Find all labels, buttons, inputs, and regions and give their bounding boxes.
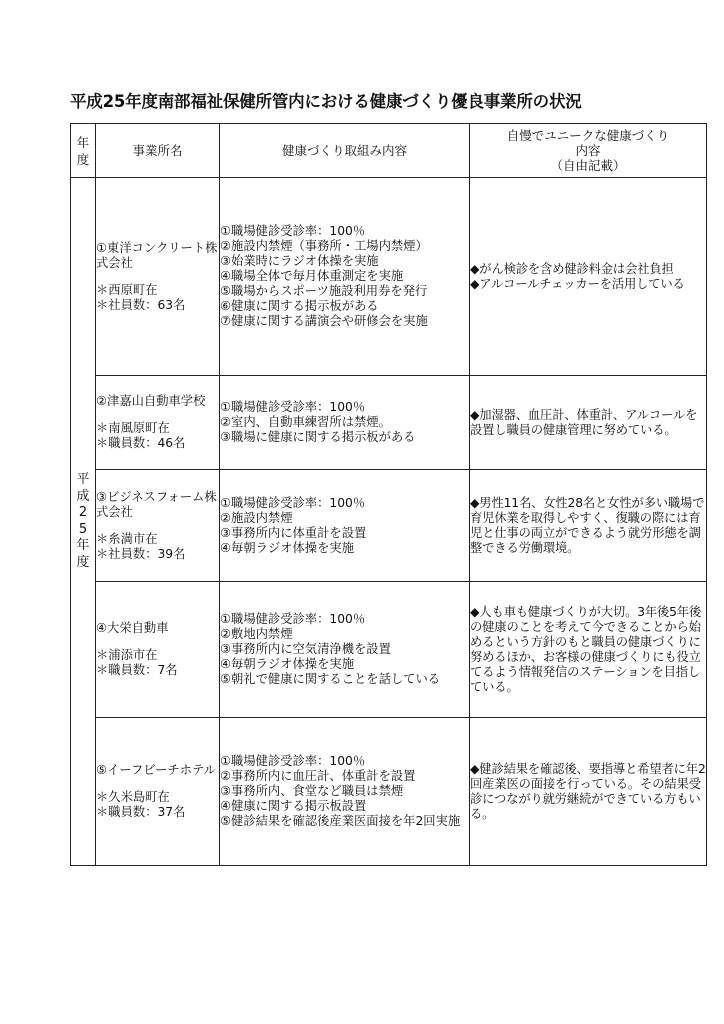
office-name: ④大栄自動車	[96, 621, 169, 635]
measures-cell	[220, 470, 470, 582]
measure-item: ③事務所内に空気清浄機を設置	[220, 642, 391, 656]
table-row	[71, 178, 707, 376]
measures-cell	[220, 376, 470, 470]
measure-item: ⑥健康に関する掲示板がある	[220, 299, 379, 313]
measure-item: ③事務所内に体重計を設置	[220, 525, 367, 540]
office-cell	[96, 718, 220, 866]
office-location: ＊浦添市在	[96, 648, 158, 662]
office-name: 式会社	[96, 504, 133, 519]
header-office: 事業所名	[96, 124, 220, 178]
office-staff: ＊職員数：37名	[96, 805, 186, 819]
pride-cell	[470, 582, 707, 718]
measure-item: ①職場健診受診率：100％	[220, 224, 366, 238]
pride-item: ◆アルコールチェッカーを活用している	[470, 276, 685, 291]
pride-item: ◆がん検診を含め健診料金は会社負担	[470, 261, 674, 276]
measure-item: ②室内、自動車練習所は禁煙。	[220, 415, 391, 429]
office-name: ②津嘉山自動車学校	[96, 394, 206, 408]
pride-item: ◆加湿器、血圧計、体重計、アルコールを設置し職員の健康管理に努めている。	[470, 407, 698, 437]
table-row	[71, 718, 707, 866]
table-row	[71, 470, 707, 582]
measure-item: ⑤健診結果を確認後産業医面接を年2回実施	[220, 814, 461, 828]
header-pride: 自慢でユニークな健康づくり 内容 （自由記載）	[470, 124, 707, 178]
measures-cell	[220, 718, 470, 866]
measures-cell	[220, 178, 470, 376]
header-measures: 健康づくり取組み内容	[220, 124, 470, 178]
measure-item: ⑤朝礼で健康に関することを話している	[220, 672, 441, 686]
measure-item: ④職場全体で毎月体重測定を実施	[220, 269, 404, 283]
measure-item: ④毎朝ラジオ体操を実施	[220, 657, 354, 671]
measure-item: ①職場健診受診率：100％	[220, 612, 366, 626]
table-header-row	[71, 124, 707, 178]
pride-item: ◆人も車も健康づくりが大切。3年後5年後の健康のことを考えて今できることから始めるという方針のもと職員の健康づくりに努めるほか、お客様の健康づくりにも役立てるよう情報発信のステーションを目指している。	[470, 604, 702, 694]
measure-item: ③職場に健康に関する掲示板がある	[220, 430, 416, 444]
table-row	[71, 376, 707, 470]
measures-cell	[220, 582, 470, 718]
office-staff: ＊社員数：63名	[96, 297, 186, 312]
pride-item: ◆男性11名、女性28名と女性が多い職場で育児休業を取得しやすく、復職の際には育児と仕事の両立ができるよう就労形態を調整できる労働環境。	[470, 495, 705, 555]
table-row	[71, 582, 707, 718]
office-location: ＊南風原町在	[96, 421, 170, 435]
measure-item: ⑤職場からスポーツ施設利用券を発行	[220, 284, 428, 298]
page-title: 平成25年度南部福祉保健所管内における健康づくり優良事業所の状況	[70, 92, 582, 111]
header-year: 年度	[71, 124, 96, 178]
measure-item: ①職場健診受診率：100％	[220, 400, 366, 414]
measure-item: ②施設内禁煙	[220, 510, 293, 525]
pride-item: ◆健診結果を確認後、要指導と希望者に年2回産業医の面接を行っている。その結果受診につながり就労継続ができている方もいる。	[470, 761, 706, 821]
pride-cell	[470, 376, 707, 470]
office-cell	[96, 178, 220, 376]
measure-item: ①職場健診受診率：100％	[220, 495, 366, 510]
year-label: 平成25年度	[76, 472, 90, 570]
year-cell	[71, 178, 96, 866]
pride-cell	[470, 718, 707, 866]
office-status-table	[70, 123, 707, 866]
measure-item: ①職場健診受診率：100％	[220, 754, 366, 768]
measure-item: ②事務所内に血圧計、体重計を設置	[220, 769, 416, 783]
office-staff: ＊職員数：46名	[96, 436, 186, 450]
measure-item: ③始業時にラジオ体操を実施	[220, 254, 379, 268]
office-name: ③ビジネスフォーム株	[96, 489, 217, 504]
measure-item: ⑦健康に関する講演会や研修会を実施	[220, 314, 428, 328]
office-cell	[96, 376, 220, 470]
office-cell	[96, 582, 220, 718]
measure-item: ③事務所内、食堂など職員は禁煙	[220, 784, 404, 798]
office-staff: ＊社員数：39名	[96, 546, 186, 561]
office-location: ＊糸満市在	[96, 531, 158, 546]
pride-cell	[470, 470, 707, 582]
pride-cell	[470, 178, 707, 376]
office-name: 式会社	[96, 255, 133, 270]
office-location: ＊久米島町在	[96, 790, 170, 804]
measure-item: ④健康に関する掲示板設置	[220, 799, 367, 813]
office-location: ＊西原町在	[96, 282, 158, 297]
office-cell	[96, 470, 220, 582]
office-name: ①東洋コンクリート株	[96, 240, 218, 255]
measure-item: ④毎朝ラジオ体操を実施	[220, 540, 354, 555]
measure-item: ②施設内禁煙（事務所・工場内禁煙）	[220, 239, 428, 253]
measure-item: ②敷地内禁煙	[220, 627, 293, 641]
office-staff: ＊職員数：7名	[96, 663, 178, 677]
office-name: ⑤イーフビーチホテル	[96, 763, 216, 777]
